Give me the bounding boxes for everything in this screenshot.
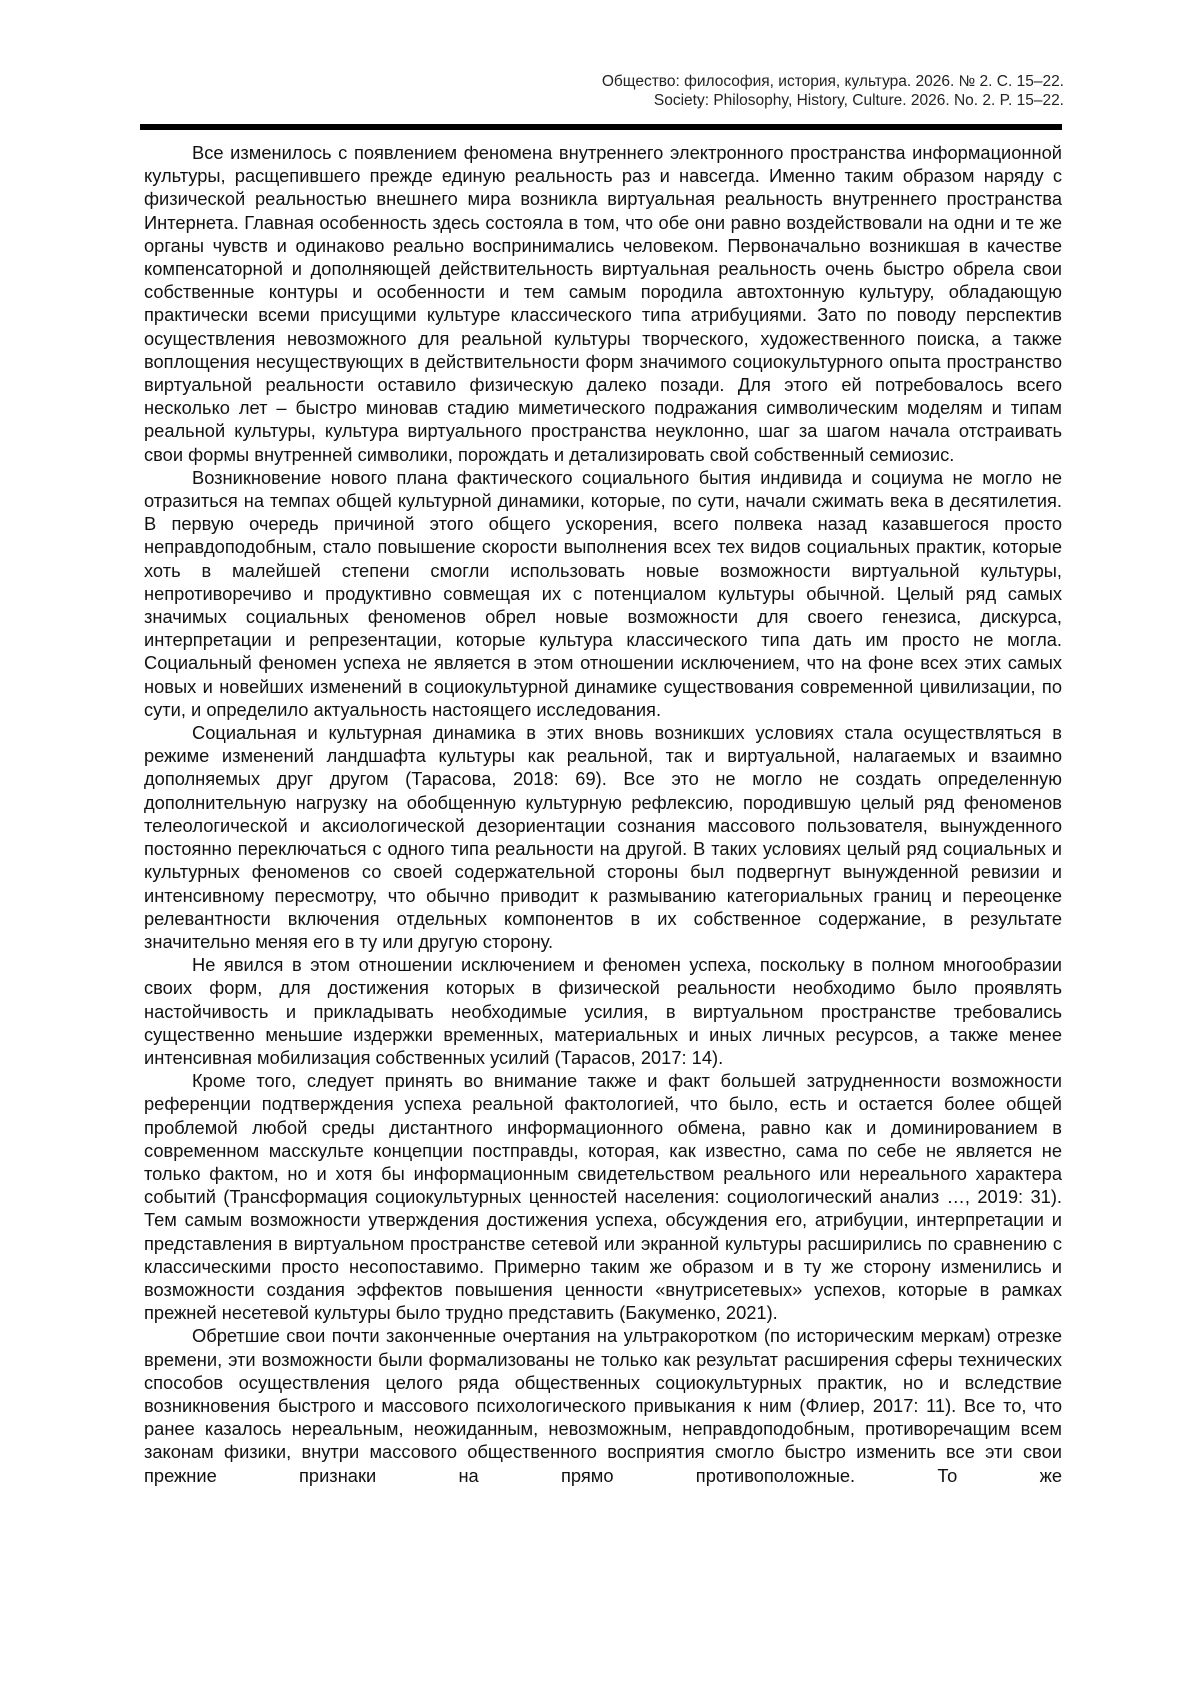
paragraph: Возникновение нового плана фактического социального бытия индивида и социума не могло не отразиться на темпах общей культурной динамики, которые, по сути, начали сжимать века в десятилетия. В первую очередь причиной этого общего ускорения, всего полвека назад казавшегося просто неправдоподобным, стало повышение скорости выполнения всех тех видов социальных практик, которые хоть в малейшей степени смогли использовать новые возможности виртуальной культуры, непротиворечиво и продуктивно совмещая их с потенциалом культуры обычной. Целый ряд самых значимых социальных феноменов обрел новые возможности для своего генезиса, дискурса, интерпретации и репрезентации, которые культура классического типа дать им просто не могла. Социальный феномен успеха не является в этом отношении исключением, что на фоне всех этих самых новых и новейших изменений в социокультурной динамике существования современной цивилизации, по сути, и определило актуальность настоящего исследования. <box>144 466 1062 720</box>
paragraph: Кроме того, следует принять во внимание также и факт большей затрудненности возможности референции подтверждения успеха реальной фактологией, что было, есть и остается более общей проблемой любой среды дистантного информационного обмена, равно как и доминированием в современном масскульте концепции постправды, которая, как известно, сама по себе не является не только фактом, но и хотя бы информационным свидетельством реального или нереального характера событий (Трансформация социокультурных ценностей населения: социологический анализ …, 2019: 31). Тем самым возможности утверждения достижения успеха, обсуждения его, атрибуции, интерпретации и представления в виртуальном пространстве сетевой или экранной культуры расширились по сравнению с классическими просто несопоставимо. Примерно таким же образом и в ту же сторону изменились и возможности создания эффектов повышения ценности «внутрисетевых» успехов, которые в рамках прежней несетевой культуры было трудно представить (Бакуменко, 2021). <box>144 1070 1062 1324</box>
running-head <box>602 72 1064 110</box>
header-divider <box>140 124 1062 130</box>
citation-ru: Общество: философия, история, культура. 2026. № 2. С. 15–22. <box>601 73 1064 90</box>
article-body <box>144 141 1062 1487</box>
citation-en: Society: Philosophy, History, Culture. 2026. No. 2. P. 15–22. <box>653 92 1064 109</box>
paragraph: Социальная и культурная динамика в этих вновь возникших условиях стала осуществляться в режиме изменений ландшафта культуры как реальной, так и виртуальной, налагаемых и взаимно дополняемых друг другом (Тарасова, 2018: 69). Все это не могло не создать определенную дополнительную нагрузку на обобщенную культурную рефлексию, породившую целый ряд феноменов телеологической и аксиологической дезориентации сознания массового пользователя, вынужденного постоянно переключаться с одного типа реальности на другой. В таких условиях целый ряд социальных и культурных феноменов со своей содержательной стороны был подвергнут вынужденной ревизии и интенсивному пересмотру, что обычно приводит к размыванию категориальных границ и переоценке релевантности включения отдельных компонентов в их собственное содержание, в результате значительно меняя его в ту или другую сторону. <box>144 722 1062 952</box>
paragraph: Обретшие свои почти законченные очертания на ультракоротком (по историческим меркам) отрезке времени, эти возможности были формализованы не только как результат расширения сферы технических способов осуществления целого ряда общественных социокультурных практик, но и вследствие возникновения быстрого и массового психологического привыкания к ним (Флиер, 2017: 11). Все то, что ранее казалось нереальным, неожиданным, невозможным, неправдоподобным, противоречащим всем законам физики, внутри массового общественного восприятия смогло быстро изменить все эти свои прежние признаки на прямо противоположные. То же <box>144 1325 1062 1486</box>
paragraph: Не явился в этом отношении исключением и феномен успеха, поскольку в полном многообразии своих форм, для достижения которых в физической реальности необходимо было проявлять настойчивость и прикладывать необходимые усилия, в виртуальном пространстве требовались существенно меньшие издержки временных, материальных и иных личных ресурсов, а также менее интенсивная мобилизация собственных усилий (Тарасов, 2017: 14). <box>144 954 1062 1068</box>
paragraph: Все изменилось с появлением феномена внутреннего электронного пространства информационной культуры, расщепившего прежде единую реальность раз и навсегда. Именно таким образом наряду с физической реальностью внешнего мира возникла виртуальная реальность внутреннего пространства Интернета. Главная особенность здесь состояла в том, что обе они равно воздействовали на одни и те же органы чувств и одинаково реально воспринимались человеком. Первоначально возникшая в качестве компенсаторной и дополняющей действительность виртуальная реальность очень быстро обрела свои собственные контуры и особенности и тем самым породила автохтонную культуру, обладающую практически всеми присущими культуре классического типа атрибуциями. Зато по поводу перспектив осуществления невозможного для реальной культуры творческого, художественного поиска, а также воплощения несуществующих в действительности форм значимого социокультурного опыта пространство виртуальной реальности оставило физическую далеко позади. Для этого ей потребовалось всего несколько лет – быстро миновав стадию миметического подражания символическим моделям и типам реальной культуры, культура виртуального пространства неуклонно, шаг за шагом начала отстраивать свои формы внутренней символики, порождать и детализировать свой собственный семиозис. <box>144 142 1062 465</box>
